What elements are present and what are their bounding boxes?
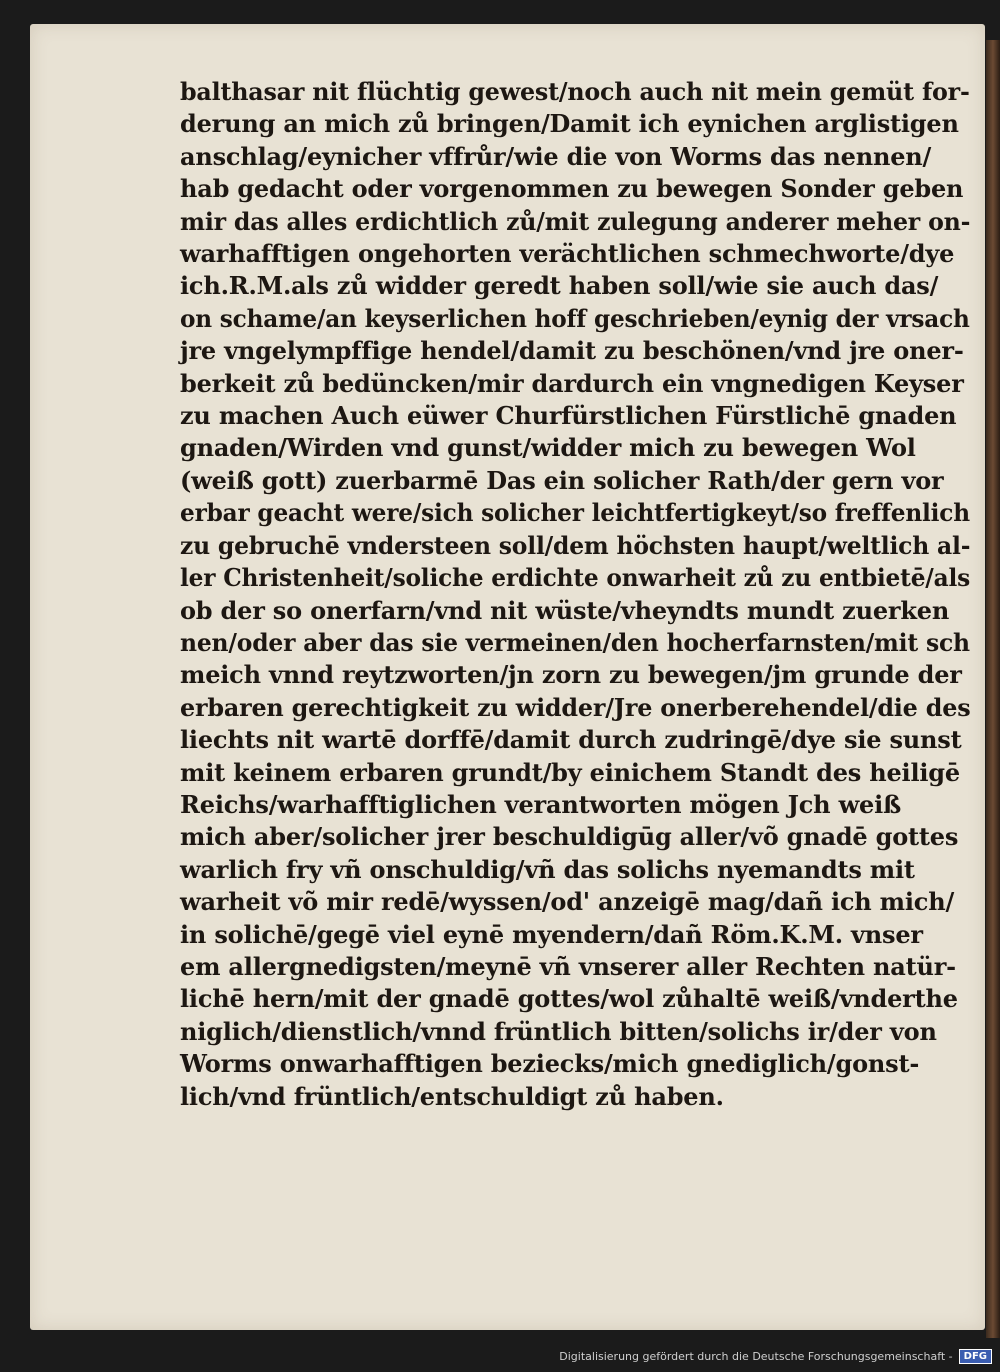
text-line: zu machen Auch eüwer Churfürstlichen Fürstlichē gnaden [180, 401, 957, 431]
book-page [30, 24, 985, 1330]
text-line: on schame/an keyserlichen hoff geschrieben/eynig der vrsach [180, 303, 970, 333]
text-line: niglich/dienstlich/vnnd früntlich bitten/solichs ir/der von [180, 1016, 937, 1046]
text-line: hab gedacht oder vorgenommen zu bewegen Sonder geben [180, 174, 964, 204]
book-spine-edge [986, 40, 1000, 1340]
text-line: Worms onwarhafftigen beziecks/mich gnediglich/gonst- [180, 1049, 920, 1079]
text-line: erbaren gerechtigkeit zu widder/Jre onerberehendel/die des [180, 692, 971, 722]
text-line: em allergnedigsten/meynē vñ vnserer aller Rechten natür- [180, 951, 956, 981]
text-line: in solichē/gegē viel eynē myendern/dañ Röm.K.M. vnser [180, 919, 923, 949]
text-line: mich aber/solicher jrer beschuldigūg aller/võ gnadē gottes [180, 822, 959, 852]
text-line: liechts nit wartē dorffē/damit durch zudringē/dye sie sunst [180, 725, 962, 755]
text-line: balthasar nit flüchtig gewest/noch auch nit mein gemüt for- [180, 77, 970, 106]
footer-bar [0, 1338, 1000, 1372]
text-line: warhafftigen ongehorten verächtlichen schmechworte/dye [180, 239, 955, 269]
funding-credit [559, 1349, 992, 1364]
text-line: (weiß gott) zuerbarmē Das ein solicher Rath/der gern vor [180, 465, 944, 495]
dfg-logo: DFG [959, 1349, 992, 1364]
text-line: gnaden/Wirden vnd gunst/widder mich zu bewegen Wol [180, 433, 916, 463]
text-line: warheit võ mir redē/wyssen/od' anzeigē mag/dañ ich mich/ [180, 887, 955, 917]
text-line: nen/oder aber das sie vermeinen/den hocherfarnsten/mit sch [180, 627, 970, 657]
text-line: Reichs/warhafftiglichen verantworten mögen Jch weiß [180, 789, 902, 819]
funding-credit-text: Digitalisierung gefördert durch die Deutsche Forschungsgemeinschaft - [559, 1350, 953, 1363]
text-line: ich.R.M.als zů widder geredt haben soll/wie sie auch das/ [180, 271, 939, 301]
text-line: jre vngelympffige hendel/damit zu beschönen/vnd jre oner- [180, 336, 964, 366]
text-line: ob der so onerfarn/vnd nit wüste/vheyndts mundt zuerken [180, 595, 950, 625]
text-line: mir das alles erdichtlich zů/mit zulegung anderer meher on- [180, 206, 971, 236]
text-line: warlich fry vñ onschuldig/vñ das solichs nyemandts mit [180, 854, 915, 884]
text-line: lichē hern/mit der gnadē gottes/wol zůhaltē weiß/vnderthe [180, 984, 958, 1014]
text-line: meich vnnd reytzworten/jn zorn zu bewegen/jm grunde der [180, 660, 962, 690]
text-line: zu gebruchē vndersteen soll/dem höchsten haupt/weltlich al- [180, 530, 971, 560]
text-line: ler Christenheit/soliche erdichte onwarheit zů zu entbietē/als [180, 563, 971, 593]
text-line: mit keinem erbaren grundt/by einichem Standt des heiligē [180, 757, 960, 787]
text-line: berkeit zů bedüncken/mir dardurch ein vngnedigen Keyser [180, 368, 964, 398]
page-text-block [180, 76, 970, 1113]
text-line: lich/vnd früntlich/entschuldigt zů haben. [180, 1081, 724, 1111]
text-line: derung an mich zů bringen/Damit ich eynichen arglistigen [180, 109, 959, 139]
text-line: erbar geacht were/sich solicher leichtfertigkeyt/so freffenlich [180, 498, 970, 528]
text-line: anschlag/eynicher vffrůr/wie die von Worms das nennen/ [180, 141, 932, 171]
